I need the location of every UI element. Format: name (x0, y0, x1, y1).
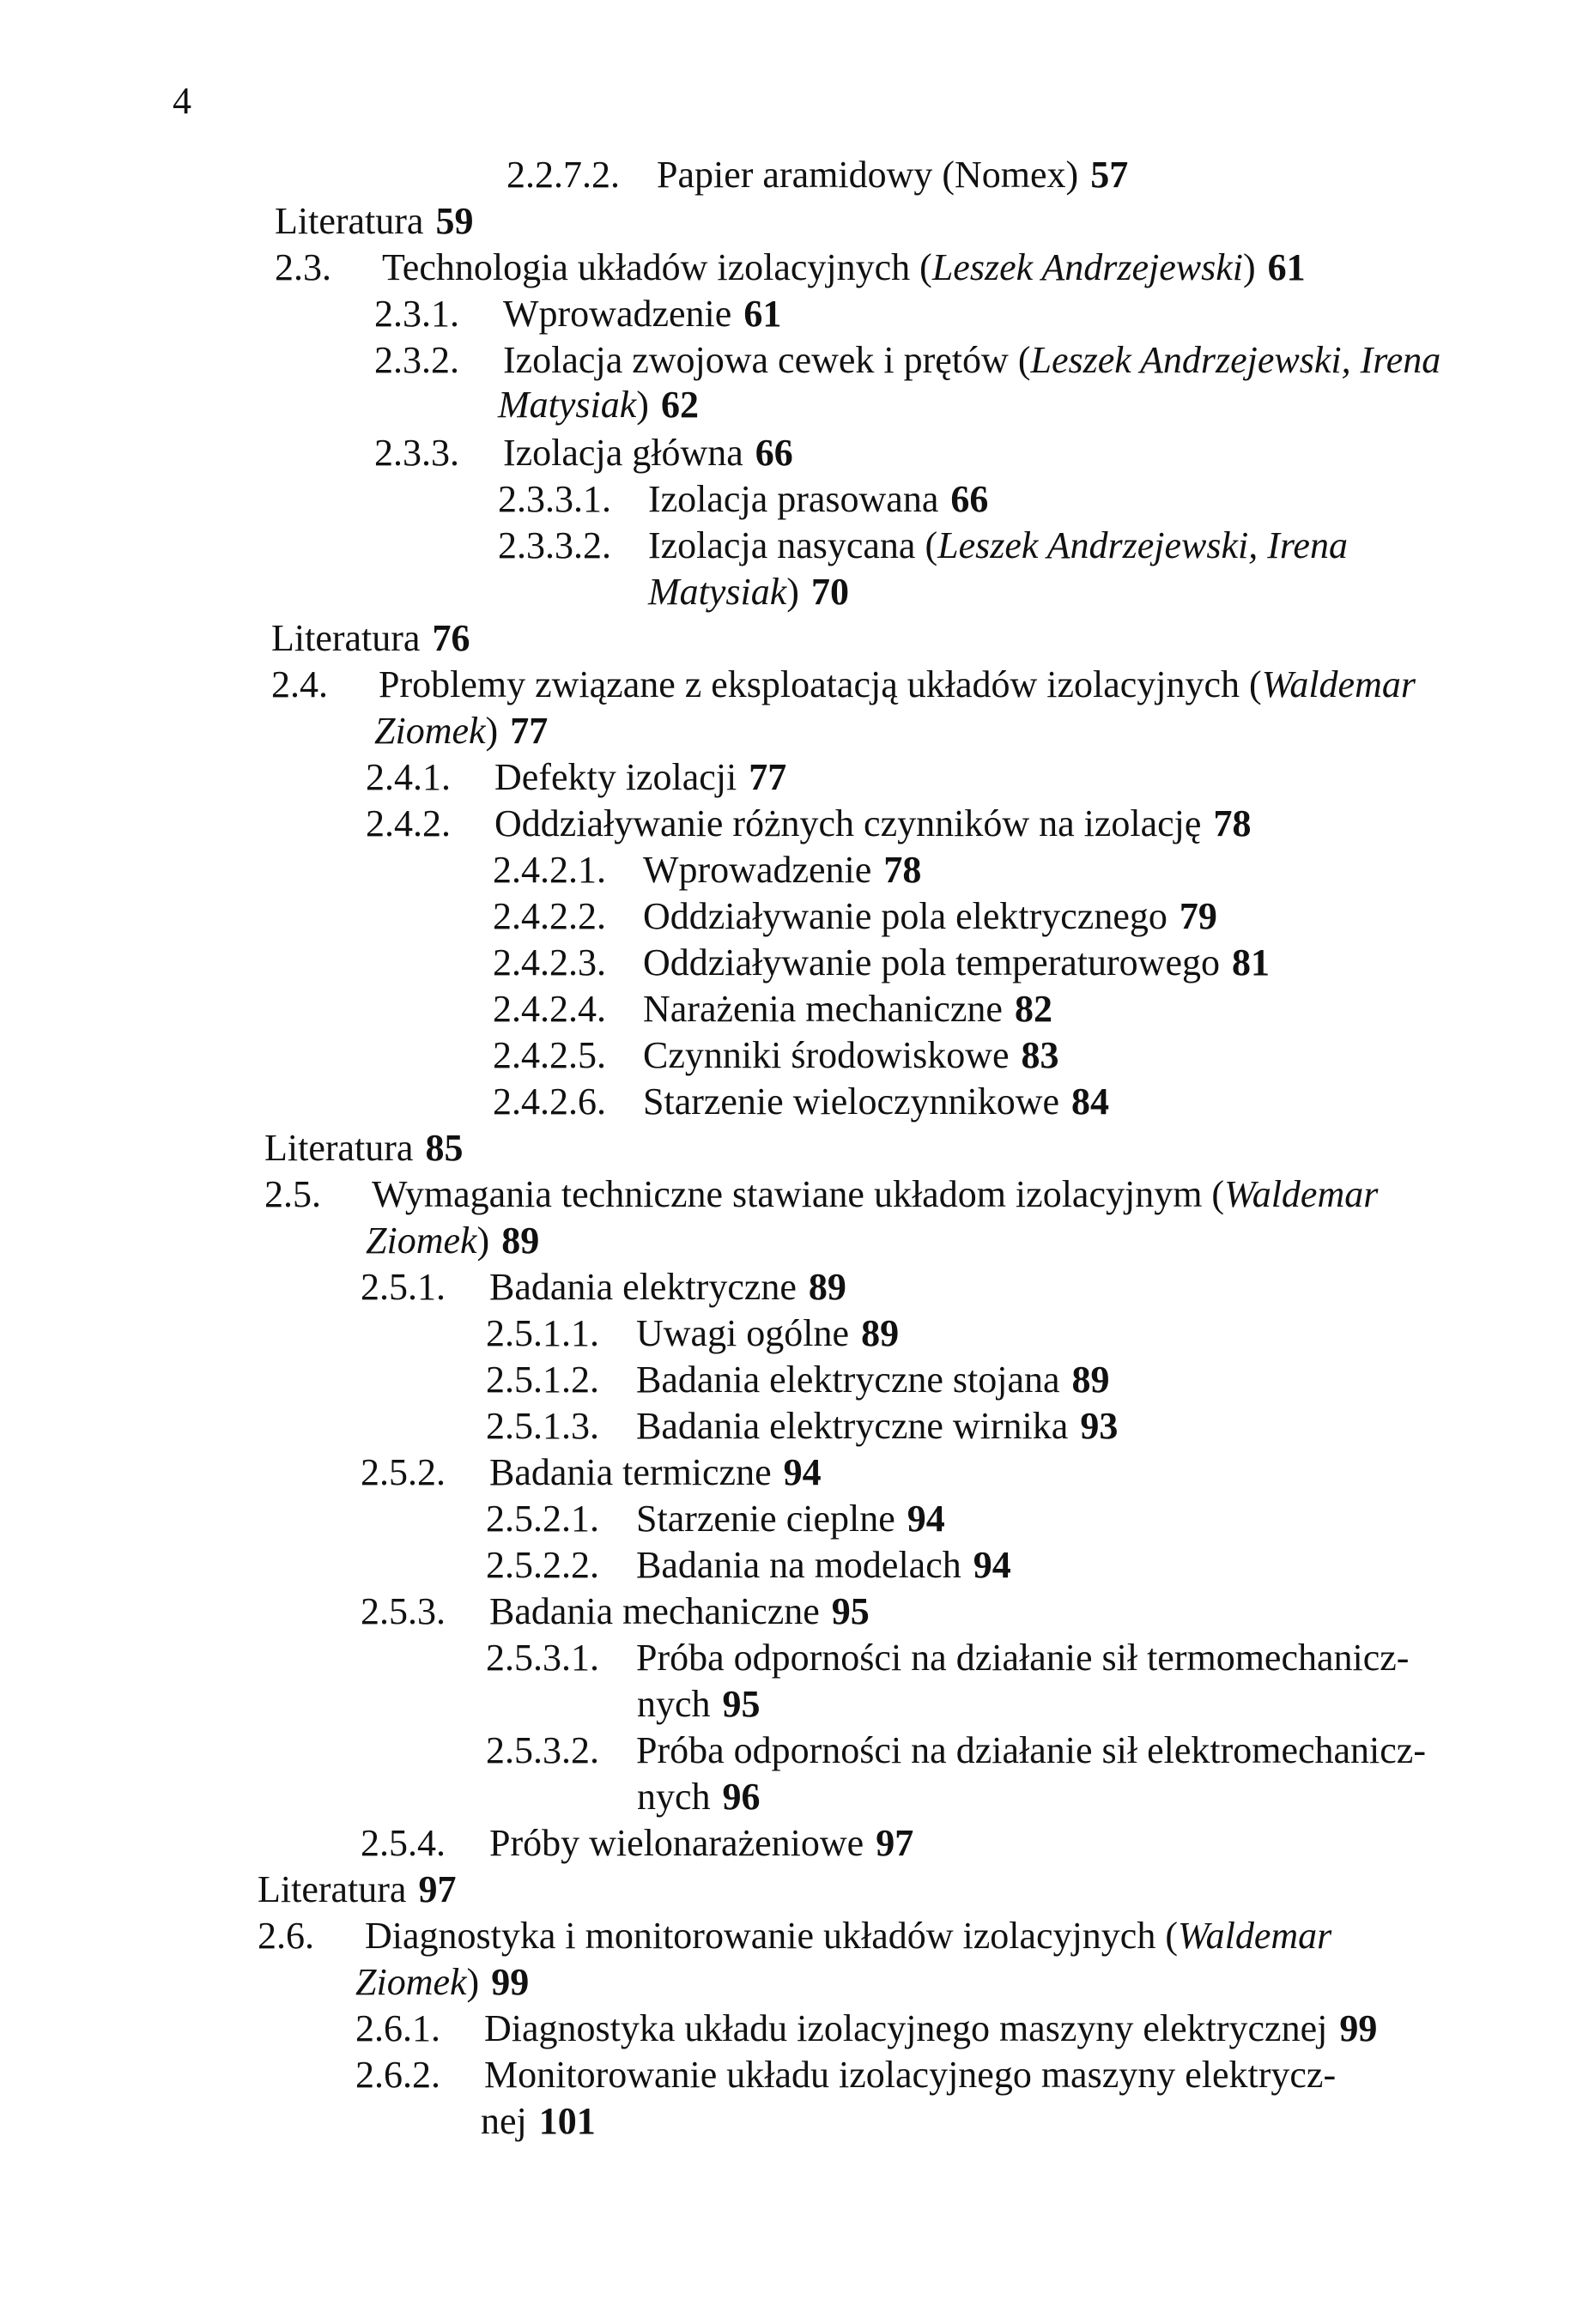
section-title: Badania elektryczne (489, 1266, 797, 1308)
toc-entry (366, 756, 787, 798)
toc-entry (366, 802, 1252, 844)
page-reference: 95 (831, 1590, 870, 1632)
page-reference: 94 (907, 1498, 945, 1540)
toc-entry (374, 295, 781, 333)
section-author: Matysiak (648, 571, 787, 613)
section-title: Wprowadzenie (643, 849, 872, 891)
section-title: Oddziaływanie pola temperaturowego (643, 941, 1220, 983)
page-reference: 81 (1231, 941, 1270, 983)
toc-entry (486, 1546, 1011, 1584)
section-title: Literatura (275, 200, 424, 242)
page-reference: 94 (783, 1451, 822, 1493)
section-author: Waldemar (1224, 1173, 1379, 1215)
toc-entry (637, 1778, 761, 1816)
section-title: Technologia układów izolacyjnych ( (382, 246, 932, 288)
page-reference: 77 (510, 710, 549, 752)
page-reference: 78 (883, 849, 922, 891)
toc-entry (498, 478, 989, 520)
page-reference: 96 (722, 1776, 761, 1818)
section-number: 2.6.2. (355, 2054, 440, 2096)
section-number: 2.4.2. (366, 802, 451, 844)
section-title: Izolacja zwojowa cewek i prętów ( (503, 339, 1031, 381)
page-reference: 66 (950, 478, 989, 520)
closing-parenthesis: ) (485, 710, 499, 752)
toc-entry (493, 1080, 1110, 1123)
section-number: 2.5. (264, 1173, 321, 1215)
section-title: Wymagania techniczne stawiane układom izolacyjnym ( (372, 1173, 1225, 1215)
toc-entry (493, 895, 1217, 937)
section-number: 2.5.3.2. (486, 1729, 599, 1771)
section-title: Izolacja prasowana (648, 478, 939, 520)
section-title: Uwagi ogólne (636, 1312, 850, 1354)
page-reference: 89 (501, 1219, 540, 1262)
section-title: Diagnostyka układu izolacyjnego maszyny elektrycznej (484, 2007, 1328, 2049)
page-reference: 70 (810, 571, 849, 613)
section-title: Problemy związane z eksploatacją układów izolacyjnych ( (379, 663, 1262, 705)
page-reference: 84 (1071, 1080, 1110, 1123)
section-number: 2.3.2. (374, 339, 459, 381)
page-reference: 99 (491, 1961, 530, 2003)
section-number: 2.6.1. (355, 2007, 440, 2049)
toc-entry (486, 1361, 1110, 1399)
section-number: 2.4.2.2. (493, 895, 606, 937)
page-reference: 83 (1021, 1034, 1059, 1076)
section-number: 2.4. (271, 663, 328, 705)
section-title: Monitorowanie układu izolacyjnego maszyny elektrycz- (484, 2054, 1337, 2096)
toc-entry (361, 1268, 846, 1306)
toc-entry (486, 1500, 945, 1538)
page-reference: 94 (973, 1544, 1011, 1586)
section-author: Leszek Andrzejewski (931, 246, 1243, 288)
page-reference: 61 (1267, 246, 1306, 288)
toc-entry (258, 1868, 457, 1910)
section-number: 2.5.1.1. (486, 1312, 599, 1354)
toc-entry (493, 941, 1270, 983)
section-title: Wprowadzenie (503, 293, 732, 335)
toc-entry (271, 663, 1416, 705)
toc-entry (498, 524, 1348, 566)
toc-entry (648, 573, 849, 611)
page-reference: 59 (435, 200, 474, 242)
section-author: Matysiak (498, 384, 637, 426)
page-reference: 76 (432, 617, 470, 659)
toc-entry (493, 851, 921, 889)
section-title: Oddziaływanie pola elektrycznego (643, 895, 1167, 937)
toc-entry (366, 1219, 540, 1262)
page-reference: 93 (1080, 1405, 1119, 1447)
section-title: Próba odporności na działanie sił termomechanicz- (636, 1637, 1410, 1679)
section-number: 2.5.1. (361, 1266, 446, 1308)
section-title: Literatura (258, 1868, 407, 1910)
page-reference: 62 (660, 384, 699, 426)
section-title: Starzenie wieloczynnikowe (643, 1080, 1060, 1123)
closing-parenthesis: ) (636, 384, 649, 426)
section-author: Ziomek (366, 1219, 477, 1262)
page-number: 4 (173, 80, 191, 122)
page-reference: 89 (861, 1312, 900, 1354)
section-number: 2.3.3. (374, 432, 459, 474)
section-author: Leszek Andrzejewski, Irena (937, 524, 1348, 566)
closing-parenthesis: ) (1242, 246, 1256, 288)
section-number: 2.4.2.5. (493, 1034, 606, 1076)
toc-entry (493, 1034, 1059, 1076)
section-title: Badania elektryczne stojana (636, 1359, 1060, 1401)
closing-parenthesis: ) (476, 1219, 490, 1262)
section-number: 2.4.2.4. (493, 988, 606, 1030)
toc-entry (486, 1312, 900, 1354)
section-author: Waldemar (1261, 663, 1416, 705)
page-reference: 89 (808, 1266, 846, 1308)
section-number: 2.5.1.3. (486, 1405, 599, 1447)
toc-entry (486, 1407, 1118, 1445)
toc-entry (374, 434, 793, 472)
section-author: Ziomek (355, 1961, 467, 2003)
toc-entry (361, 1822, 914, 1864)
toc-entry (637, 1683, 761, 1725)
section-author: Leszek Andrzejewski, Irena (1030, 339, 1441, 381)
page-reference: 97 (418, 1868, 457, 1910)
section-number: 2.3. (275, 246, 331, 288)
toc-entry (493, 990, 1052, 1028)
toc-entry (271, 617, 470, 659)
section-number: 2.5.4. (361, 1822, 446, 1864)
section-title: Oddziaływanie różnych czynników na izolację (494, 802, 1202, 844)
section-number: 2.6. (258, 1915, 314, 1957)
toc-entry (258, 1917, 1331, 1955)
section-title: Narażenia mechaniczne (643, 988, 1003, 1030)
page-reference: 82 (1014, 988, 1052, 1030)
section-title-continuation: nej (481, 2100, 527, 2142)
section-title: Starzenie cieplne (636, 1498, 895, 1540)
toc-entry (361, 1590, 870, 1632)
page-reference: 66 (755, 432, 793, 474)
section-number: 2.5.1.2. (486, 1359, 599, 1401)
section-number: 2.5.2.2. (486, 1544, 599, 1586)
toc-entry (275, 200, 474, 242)
section-number: 2.5.3.1. (486, 1637, 599, 1679)
page-reference: 101 (538, 2100, 596, 2142)
toc-entry (361, 1451, 822, 1493)
toc-entry (264, 1129, 463, 1167)
page-reference: 57 (1090, 154, 1129, 196)
section-title: Badania mechaniczne (489, 1590, 820, 1632)
toc-entry (355, 2056, 1336, 2094)
section-number: 2.2.7.2. (506, 154, 620, 196)
section-title: Izolacja główna (503, 432, 743, 474)
section-title: Diagnostyka i monitorowanie układów izolacyjnych ( (365, 1915, 1178, 1957)
toc-entry (481, 2100, 596, 2142)
section-number: 2.4.2.1. (493, 849, 606, 891)
section-number: 2.4.2.3. (493, 941, 606, 983)
section-title: Próba odporności na działanie sił elektromechanicz- (636, 1729, 1426, 1771)
page-reference: 77 (749, 756, 787, 798)
page-reference: 99 (1339, 2007, 1378, 2049)
section-number: 2.5.2.1. (486, 1498, 599, 1540)
page-reference: 78 (1213, 802, 1252, 844)
section-title-continuation: nych (637, 1776, 711, 1818)
toc-entry (486, 1639, 1409, 1677)
section-number: 2.4.1. (366, 756, 451, 798)
section-number: 2.4.2.6. (493, 1080, 606, 1123)
section-title: Literatura (264, 1127, 414, 1169)
section-number: 2.5.2. (361, 1451, 446, 1493)
section-title: Defekty izolacji (494, 756, 737, 798)
toc-entry (506, 156, 1128, 194)
section-title: Próby wielonarażeniowe (489, 1822, 864, 1864)
toc-entry (275, 246, 1306, 288)
section-title: Izolacja nasycana ( (648, 524, 938, 566)
page-reference: 97 (876, 1822, 914, 1864)
section-number: 2.3.3.2. (498, 524, 611, 566)
closing-parenthesis: ) (466, 1961, 480, 2003)
section-author: Waldemar (1178, 1915, 1332, 1957)
page-reference: 95 (722, 1683, 761, 1725)
toc-entry (264, 1173, 1379, 1215)
section-title: Literatura (271, 617, 421, 659)
closing-parenthesis: ) (786, 571, 799, 613)
toc-entry (486, 1729, 1426, 1771)
toc-entry (355, 1961, 530, 2003)
section-number: 2.5.3. (361, 1590, 446, 1632)
section-title: Papier aramidowy (Nomex) (657, 154, 1079, 196)
section-title: Badania na modelach (636, 1544, 961, 1586)
page-reference: 89 (1071, 1359, 1110, 1401)
page-reference: 79 (1179, 895, 1217, 937)
section-author: Ziomek (374, 710, 486, 752)
toc-entry (498, 386, 699, 424)
section-title: Czynniki środowiskowe (643, 1034, 1010, 1076)
section-title: Badania termiczne (489, 1451, 772, 1493)
section-title: Badania elektryczne wirnika (636, 1405, 1069, 1447)
page-reference: 61 (743, 293, 782, 335)
section-title-continuation: nych (637, 1683, 711, 1725)
section-number: 2.3.1. (374, 293, 459, 335)
toc-entry (374, 712, 548, 750)
toc-entry (374, 339, 1441, 381)
page-reference: 85 (425, 1127, 464, 1169)
section-number: 2.3.3.1. (498, 478, 611, 520)
toc-entry (355, 2007, 1378, 2049)
